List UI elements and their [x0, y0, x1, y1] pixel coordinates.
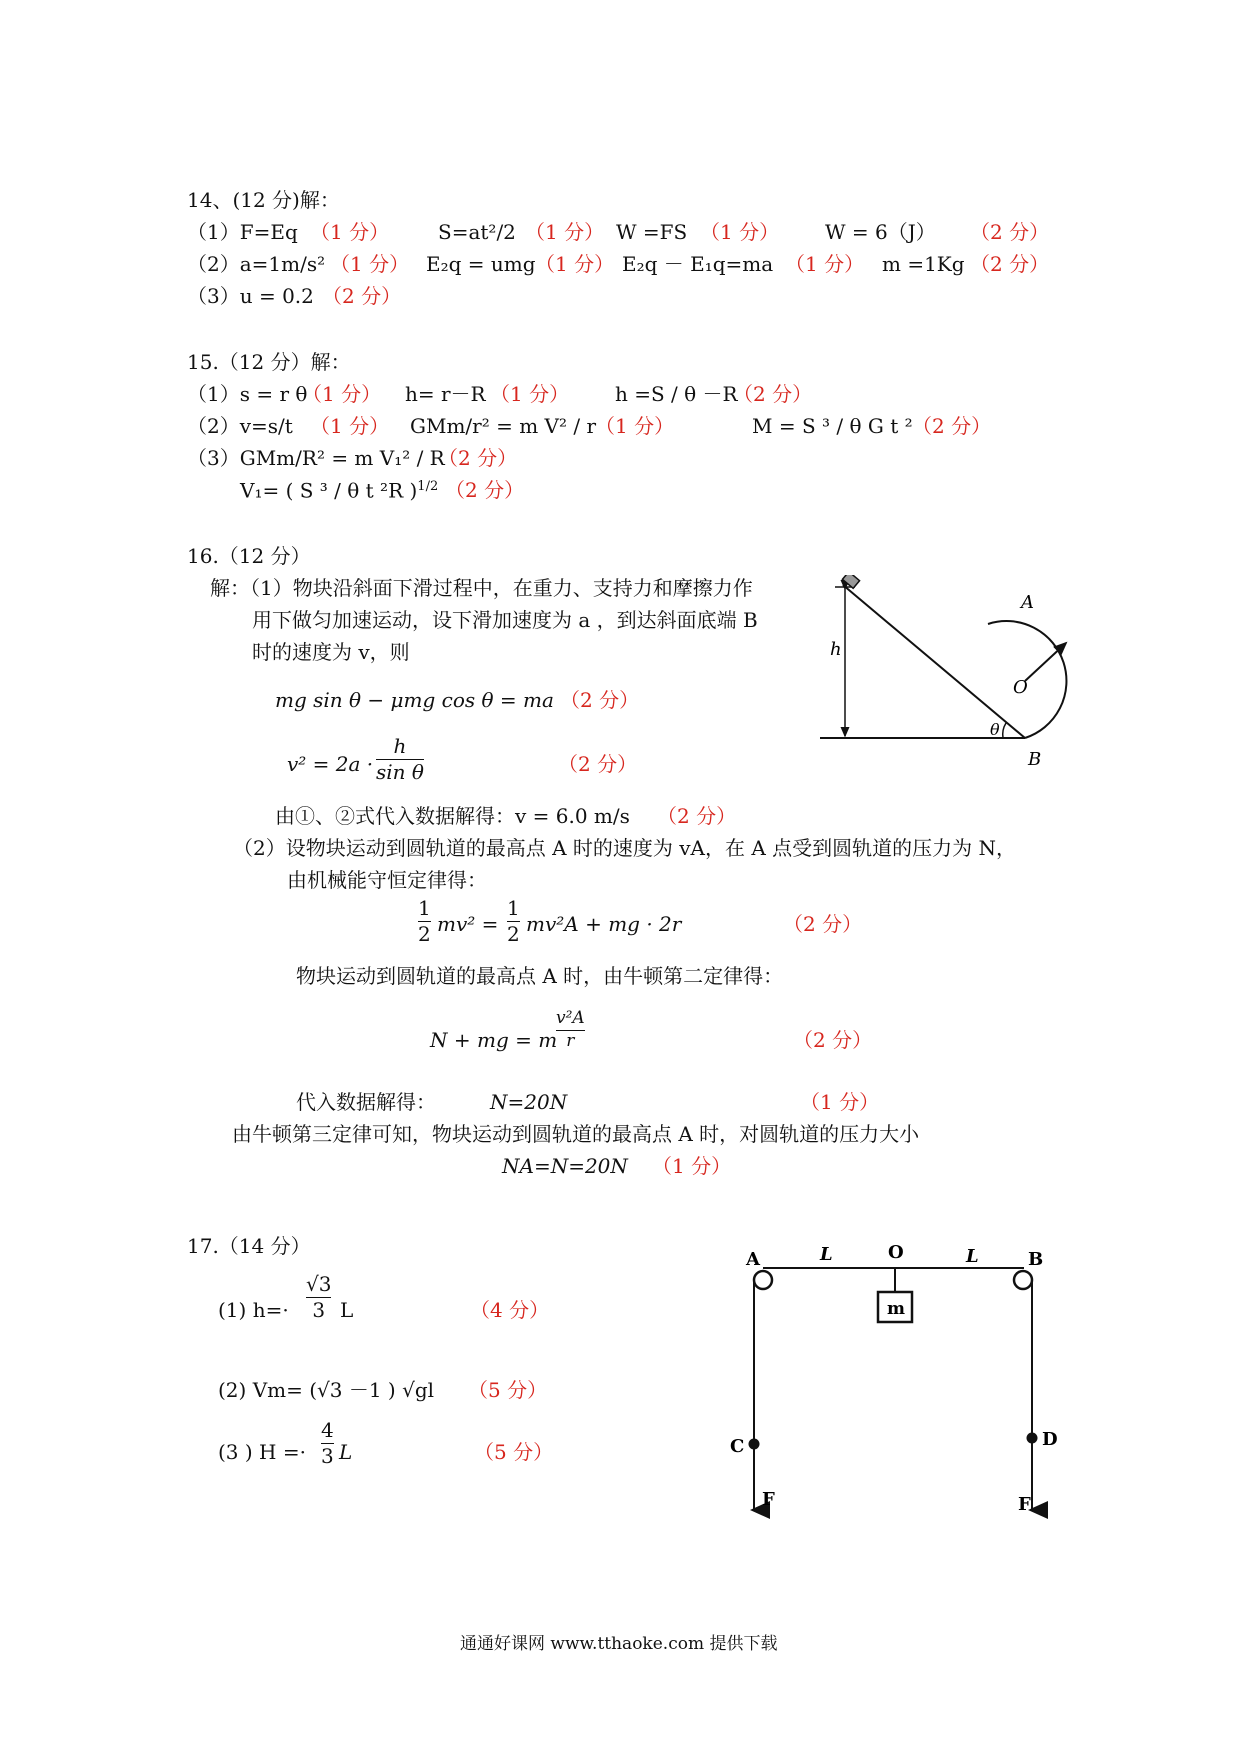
q16-para6: 物块运动到圆轨道的最高点 A 时，由牛顿第二定律得： — [296, 964, 784, 988]
incline-line — [843, 585, 1025, 738]
q14-r2-a: （2）a=1m/s² — [187, 252, 326, 276]
label-d: D — [1042, 1429, 1058, 1450]
label-a: A — [746, 1249, 760, 1270]
q15-r2-score2: （1 分） — [595, 414, 675, 438]
q16-eq3-half1 — [418, 898, 431, 945]
label-l2: L — [966, 1246, 979, 1267]
q16-para7-score: （1 分） — [800, 1090, 880, 1114]
q17-ans2-score: （5 分） — [468, 1378, 548, 1402]
q15-r2-score1: （1 分） — [310, 414, 390, 438]
label-l1: L — [820, 1244, 833, 1265]
q16-eq3-half2-num: 1 — [507, 896, 520, 920]
q16-result1-score: （2 分） — [657, 804, 737, 828]
q17-ans1-numerator: √3 — [306, 1272, 332, 1296]
radius-arrow — [1025, 643, 1066, 681]
label-f-right: F — [1018, 1494, 1031, 1515]
q15-r3-score1: （2 分） — [438, 446, 518, 470]
q16-para2: 用下做匀加速运动，设下滑加速度为 a ，到达斜面底端 B — [252, 608, 758, 632]
q15-r4-exponent: 1/2 — [417, 479, 439, 494]
q15-r4-a — [240, 480, 438, 501]
q16-para9-score: （1 分） — [652, 1154, 732, 1178]
pulley-b — [1014, 1271, 1032, 1289]
q16-para7: 代入数据解得： — [296, 1090, 436, 1114]
q16-eq4-score: （2 分） — [793, 1028, 873, 1052]
q15-r2-c: M = S ³ / θ G t ² — [752, 414, 913, 438]
q16-eq3-half2-den: 2 — [507, 922, 520, 946]
label-c: C — [730, 1436, 745, 1457]
q17-ans3-fraction — [321, 1420, 334, 1467]
q17-ans1: (1) h=· — [218, 1298, 289, 1322]
q14-r2-b: E₂q = umg — [426, 252, 536, 276]
q16-eq4-denominator: r — [566, 1030, 575, 1051]
q15-r1-b: h= r－R — [405, 382, 486, 406]
q15-r1-c: h =S / θ －R — [615, 382, 738, 406]
q14-r3-score1: （2 分） — [322, 284, 402, 308]
q17-ans1-score: （4 分） — [470, 1298, 550, 1322]
q14-r1-d: W = 6（J） — [825, 220, 936, 244]
q16-eq2-fraction — [376, 736, 424, 783]
q15-r2-a: （2）v=s/t — [187, 414, 293, 438]
q16-para1: 解：（1）物块沿斜面下滑过程中，在重力、支持力和摩擦力作 — [210, 576, 753, 600]
q17-figure — [730, 1240, 1070, 1530]
q14-r2-d: m =1Kg — [882, 252, 965, 276]
center-o-label: O — [1013, 677, 1028, 698]
q14-header: 14、(12 分)解： — [187, 188, 340, 212]
q14-r1-score4: （2 分） — [970, 220, 1050, 244]
q17-ans3: (3 ) H =· — [218, 1440, 306, 1464]
q16-eq3-half2 — [507, 898, 520, 945]
q15-r2-b: GMm/r² = m V² / r — [410, 414, 597, 438]
q17-header: 17.（14 分） — [187, 1234, 311, 1258]
q16-eq3-b: mv²A + mg · 2r — [526, 912, 682, 936]
point-a-label: A — [1021, 592, 1034, 613]
q16-eq2-lhs: v² = 2a · — [287, 752, 374, 776]
q14-r2-c: E₂q － E₁q=ma — [622, 252, 774, 276]
point-b-label: B — [1028, 749, 1042, 770]
q16-eq1: mg sin θ − μmg cos θ = ma — [275, 688, 554, 712]
q16-eq3-half1-den: 2 — [418, 922, 431, 946]
q15-r1-score1: （1 分） — [302, 382, 382, 406]
q16-eq3-a: mv² = — [437, 912, 499, 936]
theta-label: θ — [990, 720, 1000, 739]
q17-ans3-score: （5 分） — [474, 1440, 554, 1464]
q15-r4-expr: V₁= ( S ³ / θ t ²R ) — [240, 478, 418, 503]
q14-r1-a: （1）F=Eq — [187, 220, 298, 244]
point-d — [1027, 1433, 1038, 1444]
q15-r1-a: （1）s = r θ — [187, 382, 308, 406]
label-f-left: F — [762, 1489, 775, 1510]
q16-eq4-fraction — [556, 1010, 585, 1051]
q17-ans1-denominator: 3 — [312, 1298, 326, 1322]
q17-ans3-unit: L — [339, 1440, 353, 1464]
angle-arc — [1003, 723, 1006, 738]
q16-para4: （2）设物块运动到圆轨道的最高点 A 时的速度为 vA，在 A 点受到圆轨道的压力为 N， — [233, 836, 1016, 860]
q14-r2-score4: （2 分） — [970, 252, 1050, 276]
q16-para5: 由机械能守恒定律得： — [287, 868, 487, 892]
q17-ans3-numerator: 4 — [321, 1418, 334, 1442]
q16-header: 16.（12 分） — [187, 544, 311, 568]
pulley-a — [754, 1271, 772, 1289]
q15-header: 15.（12 分）解： — [187, 350, 351, 374]
q15-r1-score3: （2 分） — [733, 382, 813, 406]
q16-para9: NA=N=20N — [502, 1154, 628, 1178]
q16-eq4-numerator: v²A — [556, 1008, 585, 1028]
q14-r1-score2: （1 分） — [525, 220, 605, 244]
q15-r2-score3: （2 分） — [912, 414, 992, 438]
q16-eq1-score: （2 分） — [560, 688, 640, 712]
q16-eq2-score: （2 分） — [558, 752, 638, 776]
label-b: B — [1028, 1249, 1044, 1270]
q16-n-value: N=20N — [490, 1090, 568, 1114]
q14-r1-score1: （1 分） — [310, 220, 390, 244]
q16-eq3-half1-num: 1 — [418, 896, 431, 920]
q15-r3-a: （3）GMm/R² = m V₁² / R — [187, 446, 445, 470]
q14-r2-score1: （1 分） — [330, 252, 410, 276]
q16-para3: 时的速度为 v，则 — [252, 640, 410, 664]
q16-result1: 由①、②式代入数据解得：v = 6.0 m/s — [275, 804, 630, 828]
label-m: m — [887, 1299, 905, 1319]
q14-r2-score3: （1 分） — [785, 252, 865, 276]
q14-r3-a: （3）u = 0.2 — [187, 284, 314, 308]
footer-text: 通通好课网 www.tthaoke.com 提供下载 — [460, 1634, 778, 1654]
height-label: h — [830, 639, 842, 660]
q16-eq2-numerator: h — [393, 734, 407, 758]
q16-eq2-denominator: sin θ — [376, 760, 424, 784]
q14-r1-b: S=at²/2 — [438, 220, 516, 244]
q14-r1-c: W =FS — [616, 220, 688, 244]
q16-eq4-lhs: N + mg = m — [430, 1028, 558, 1052]
q16-figure — [810, 575, 1110, 775]
q17-ans3-denominator: 3 — [321, 1444, 334, 1468]
q15-r1-score2: （1 分） — [490, 382, 570, 406]
q17-ans1-unit: L — [340, 1298, 354, 1322]
q17-ans1-fraction — [306, 1274, 331, 1321]
q14-r1-score3: （1 分） — [700, 220, 780, 244]
q16-para8: 由牛顿第三定律可知，物块运动到圆轨道的最高点 A 时，对圆轨道的压力大小 — [232, 1122, 920, 1146]
q16-eq3-score: （2 分） — [783, 912, 863, 936]
label-o: O — [888, 1242, 904, 1263]
q14-r2-score2: （1 分） — [535, 252, 615, 276]
q17-ans2: (2) Vm= (√3 －1 ) √gl — [218, 1378, 435, 1402]
q15-r4-score1: （2 分） — [445, 478, 525, 502]
point-c — [749, 1439, 760, 1450]
